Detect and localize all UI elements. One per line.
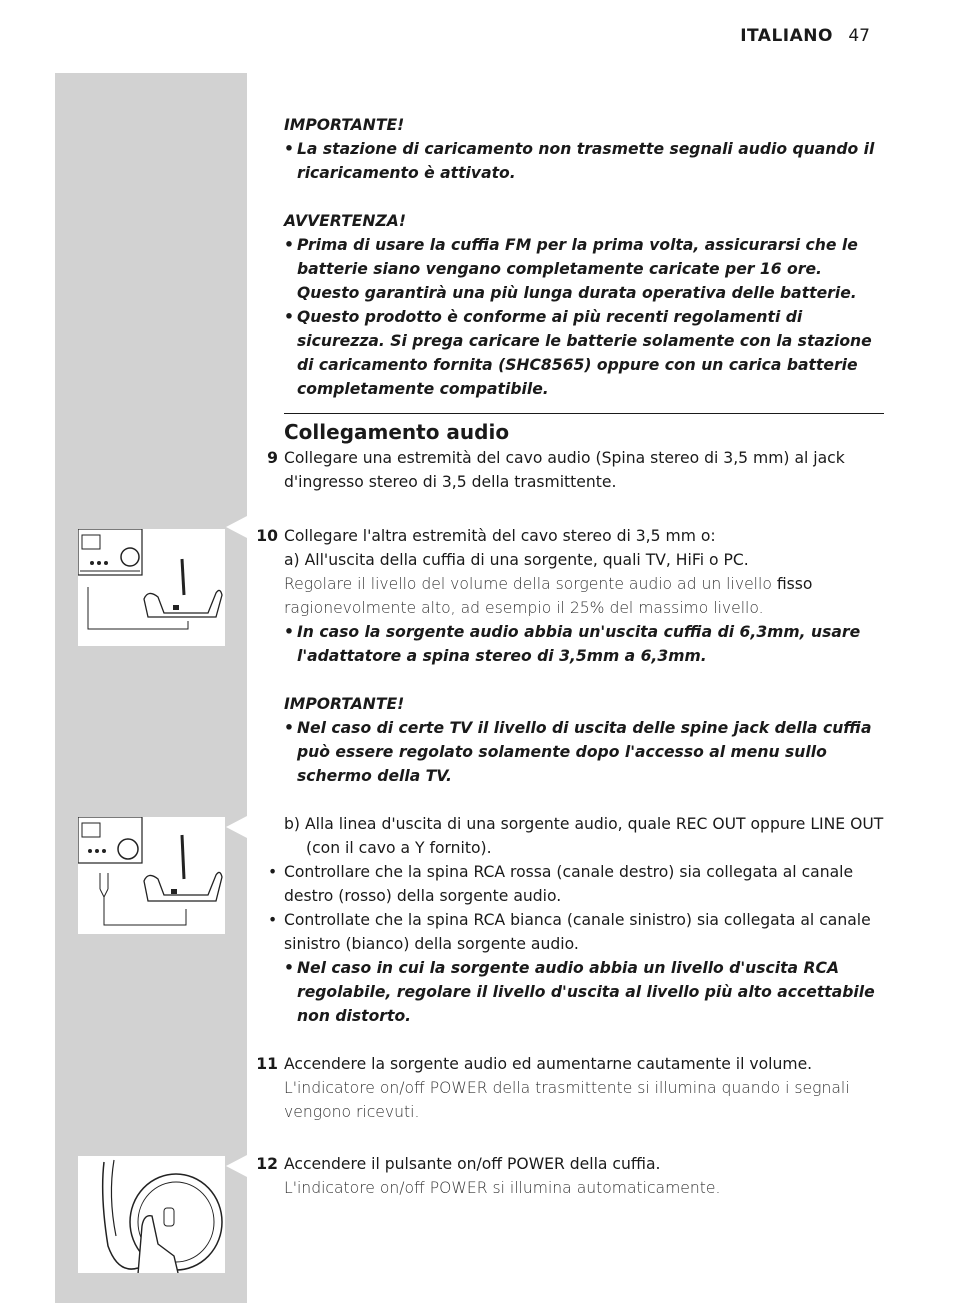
warning-bullet: • Prima di usare la cuffia FM per la prima volta, assicurarsi che le batterie siano vengano completamente caricate per 16 ore. Questo garantirà una più lunga durata operativa delle batterie. bbox=[284, 236, 858, 302]
warning-title: AVVERTENZA! bbox=[284, 212, 406, 230]
option-b-italic-bullet: • Nel caso in cui la sorgente audio abbia un livello d'uscita RCA regolabile, regolare il livello d'uscita al livello più alto accettabile non distorto. bbox=[284, 959, 875, 1025]
step-number: 11 bbox=[256, 1055, 278, 1073]
important-bullet: • La stazione di caricamento non trasmette segnali audio quando il ricaricamento è attivato. bbox=[284, 140, 875, 182]
rca-line-out-connection-icon bbox=[78, 817, 225, 934]
important-bullet: • Nel caso di certe TV il livello di uscita delle spine jack della cuffia può essere regolato solamente dopo l'accesso al menu sullo schermo della TV. bbox=[284, 719, 872, 785]
option-a: a) All'uscita della cuffia di una sorgente, quali TV, HiFi o PC. bbox=[284, 551, 749, 569]
main-content bbox=[256, 113, 884, 1200]
headphone-power-switch-icon bbox=[78, 1156, 225, 1273]
section-divider bbox=[284, 413, 884, 414]
step-note: L'indicatore on/off POWER si illumina automaticamente. bbox=[284, 1179, 721, 1197]
step-12 bbox=[256, 1152, 884, 1200]
option-a-bullet: • In caso la sorgente audio abbia un'uscita cuffia di 6,3mm, usare l'adattatore a spina stereo di 3,5mm a 6,3mm. bbox=[284, 623, 861, 665]
option-b-bullet: • Controllate che la spina RCA bianca (canale sinistro) sia collegata al canale sinistro (bianco) della sorgente audio. bbox=[268, 911, 871, 953]
step-note: L'indicatore on/off POWER della trasmittente si illumina quando i segnali vengono ricevuti. bbox=[284, 1079, 850, 1121]
step-text: Accendere la sorgente audio ed aumentarne cautamente il volume. bbox=[284, 1055, 813, 1073]
important-title: IMPORTANTE! bbox=[284, 116, 405, 134]
page-number: 47 bbox=[848, 26, 870, 46]
left-sidebar bbox=[55, 73, 247, 1303]
step-text: Collegare una estremità del cavo audio (Spina stereo di 3,5 mm) al jack d'ingresso stereo di 3,5 della trasmittente. bbox=[284, 449, 845, 491]
step-10 bbox=[256, 524, 884, 1028]
figure-pointer bbox=[226, 516, 247, 538]
step-11 bbox=[256, 1052, 884, 1124]
step-text: Accendere il pulsante on/off POWER della cuffia. bbox=[284, 1155, 661, 1173]
figure-pointer bbox=[226, 816, 247, 838]
option-a-note: Regolare il livello del volume della sorgente audio ad un livello fisso ragionevolmente alto, ad esempio il 25% del massimo livello. bbox=[284, 575, 813, 617]
option-b-bullet: • Controllare che la spina RCA rossa (canale destro) sia collegata al canale destro (rosso) della sorgente audio. bbox=[268, 863, 854, 905]
page-header bbox=[740, 26, 870, 46]
step-number: 12 bbox=[256, 1155, 278, 1173]
step-text: Collegare l'altra estremità del cavo stereo di 3,5 mm o: bbox=[284, 527, 716, 545]
language-label: ITALIANO bbox=[740, 26, 833, 46]
step-number: 10 bbox=[256, 527, 278, 545]
important-title: IMPORTANTE! bbox=[284, 695, 405, 713]
warning-bullet: • Questo prodotto è conforme ai più recenti regolamenti di sicurezza. Si prega caricare le batterie solamente con la stazione di caricamento fornita (SHC8565) oppure con un carica batterie completamente compatibile. bbox=[284, 308, 872, 398]
step-number: 9 bbox=[267, 449, 278, 467]
option-b: b) Alla linea d'uscita di una sorgente audio, quale REC OUT oppure LINE OUT (con il cavo a Y fornito). bbox=[284, 815, 884, 857]
step-9 bbox=[267, 446, 884, 494]
section-title: Collegamento audio bbox=[284, 420, 510, 444]
figure-pointer bbox=[226, 1155, 247, 1177]
headphone-output-connection-icon bbox=[78, 529, 225, 646]
